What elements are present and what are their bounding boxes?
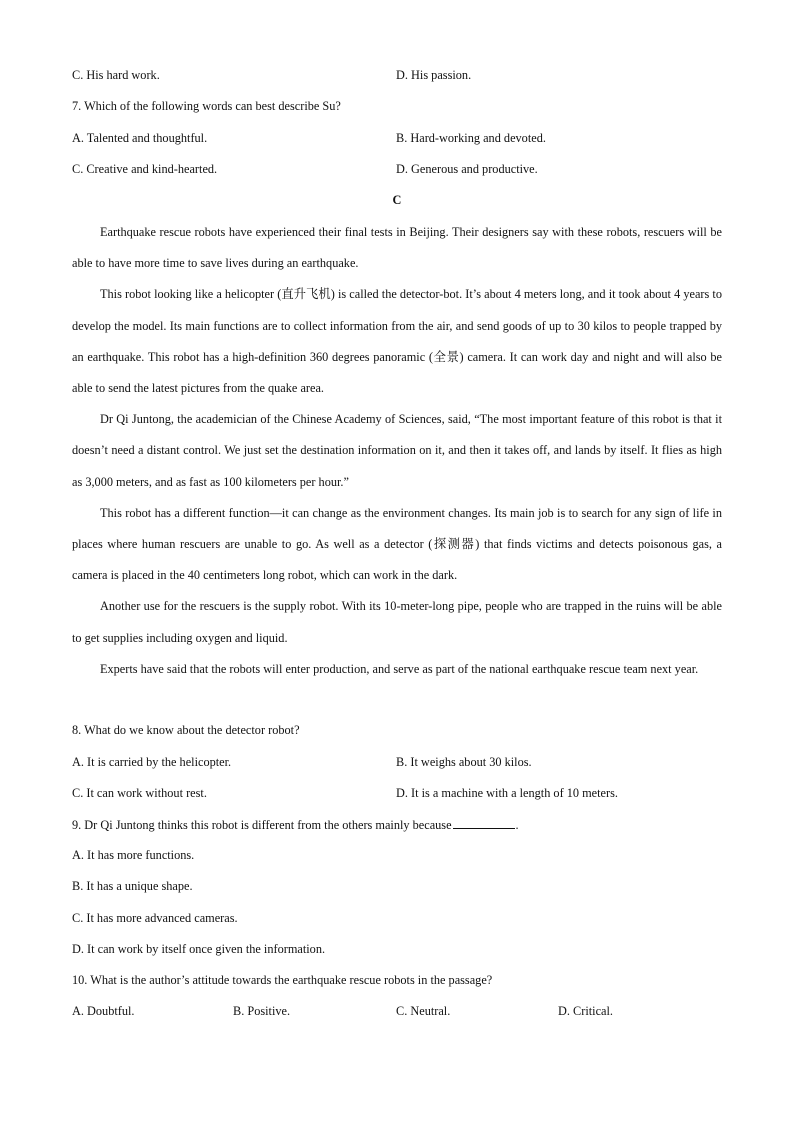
q9-stem-line [72, 817, 519, 833]
q9-stem-end: . [515, 818, 519, 832]
q8-option-c: C. It can work without rest. [72, 786, 207, 800]
q9-option-b: B. It has a unique shape. [72, 879, 193, 893]
q9-option-a: A. It has more functions. [72, 848, 195, 862]
q7-option-c: C. Creative and kind-hearted. [72, 162, 218, 176]
q9-option-c: C. It has more advanced cameras. [72, 911, 238, 925]
q7-stem: 7. Which of the following words can best describe Su? [72, 99, 341, 113]
q6-option-d: D. His passion. [396, 68, 472, 82]
reading-passage [72, 217, 722, 685]
q8-option-b: B. It weighs about 30 kilos. [396, 755, 532, 769]
q10-option-d: D. Critical. [558, 1004, 613, 1018]
q9-stem: 9. Dr Qi Juntong thinks this robot is different from the others mainly because [72, 818, 452, 832]
passage-paragraph: Another use for the rescuers is the supply robot. With its 10-meter-long pipe, people who are trapped in the ruins will be able to get supplies including oxygen and liquid. [72, 599, 722, 645]
q10-option-b: B. Positive. [233, 1004, 291, 1018]
q10-option-c: C. Neutral. [396, 1004, 451, 1018]
q7-option-b: B. Hard-working and devoted. [396, 131, 546, 145]
q7-option-a: A. Talented and thoughtful. [72, 131, 208, 145]
passage-paragraph: This robot looking like a helicopter (直升飞机) is called the detector-bot. It’s about 4 meters long, and it took about 4 years to develop the model. Its main functions are to collect information from the air, and send goods of up to 30 kilos to people trapped by an earthquake. This robot has a high-definition 360 degrees panoramic (全景) camera. It can work day and night and will also be able to send the latest pictures from the quake area. [72, 287, 722, 396]
q10-stem: 10. What is the author’s attitude towards the earthquake rescue robots in the passage? [72, 973, 493, 987]
answer-blank [453, 817, 515, 829]
q10-option-a: A. Doubtful. [72, 1004, 135, 1018]
passage-paragraph: This robot has a different function—it can change as the environment changes. Its main job is to search for any sign of life in places where human rescuers are unable to go. As well as a detector (探测器) that finds victims and detects poisonous gas, a camera is placed in the 40 centimeters long robot, which can work in the dark. [72, 505, 722, 583]
q9-option-d: D. It can work by itself once given the information. [72, 942, 326, 956]
q6-option-c: C. His hard work. [72, 68, 160, 82]
q8-option-d: D. It is a machine with a length of 10 meters. [396, 786, 618, 800]
q7-option-d: D. Generous and productive. [396, 162, 538, 176]
passage-paragraph: Earthquake rescue robots have experienced their final tests in Beijing. Their designers say with these robots, rescuers will be able to have more time to save lives during an earthquake. [72, 225, 722, 271]
q8-stem: 8. What do we know about the detector robot? [72, 723, 300, 737]
q8-option-a: A. It is carried by the helicopter. [72, 755, 232, 769]
passage-paragraph: Dr Qi Juntong, the academician of the Chinese Academy of Sciences, said, “The most important feature of this robot is that it doesn’t need a distant control. We just set the destination information on it, and then it takes off, and lands by itself. It flies as high as 3,000 meters, and as fast as 100 kilometers per hour.” [72, 412, 722, 489]
passage-paragraph: Experts have said that the robots will enter production, and serve as part of the national earthquake rescue team next year. [100, 661, 699, 676]
section-heading: C [392, 193, 402, 207]
